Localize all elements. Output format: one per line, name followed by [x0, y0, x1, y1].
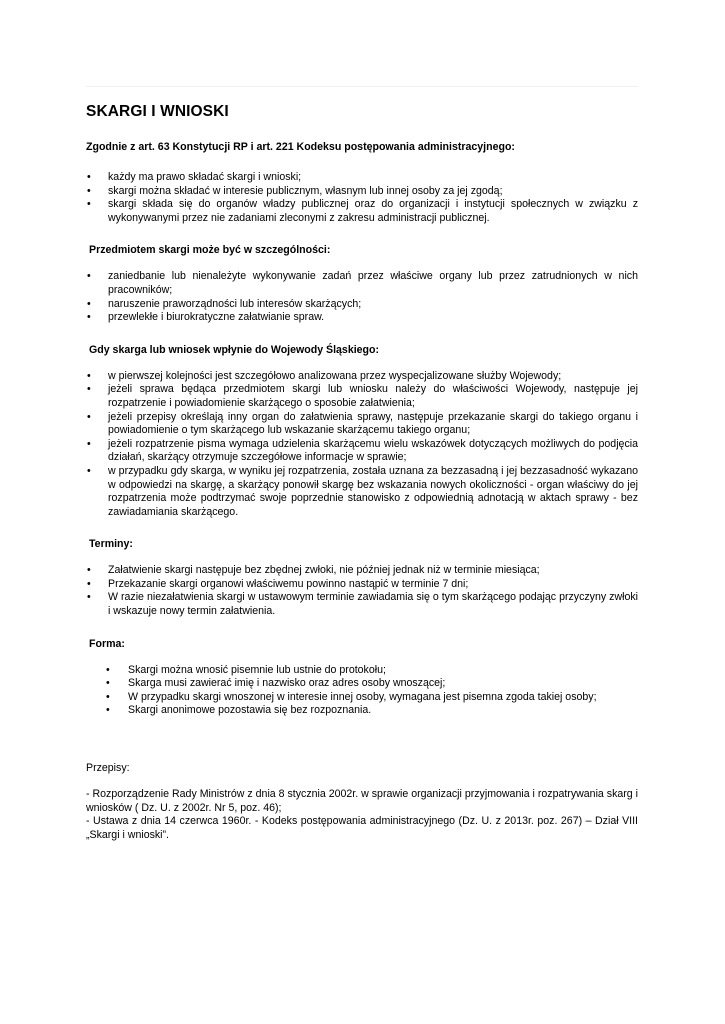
bullet-icon: •: [87, 383, 91, 396]
bullet-icon: •: [87, 464, 91, 477]
regulations-label: Przepisy:: [86, 762, 130, 775]
bullet-icon: •: [87, 270, 91, 283]
bullet-icon: •: [87, 437, 91, 450]
rights-list: [86, 171, 638, 225]
list-item: • zaniedbanie lub nienależyte wykonywanie zadań przez właściwe organy lub przez zatrudnionych w nich pracowników;: [87, 270, 638, 296]
list-item: • skargi składa się do organów władzy publicznej oraz do organizacji i instytucji społecznych w związku z wykonywanymi przez nie zadaniami zleconymi z zakresu administracji publicznej.: [87, 198, 638, 224]
bullet-icon: •: [87, 564, 91, 577]
bullet-icon: •: [106, 663, 110, 676]
document-page: [86, 103, 638, 842]
list-item: • Skarga musi zawierać imię i nazwisko oraz adres osoby wnoszącej;: [106, 677, 446, 690]
list-item: • jeżeli przepisy określają inny organ do załatwienia sprawy, następuje przekazanie skargi do takiego organu i powiadomienie o tym skarżącego lub wskazanie skarżącemu takiego organu;: [87, 410, 638, 437]
list-item: • w przypadku gdy skarga, w wyniku jej rozpatrzenia, została uznana za bezzasadną i jej bezzasadność wykazano w odpowiedzi na skargę, a skarżący ponowił skargę bez wskazania nowych okoliczności - organ właściwy do jej rozpatrzenia może podtrzymać swoje poprzednie stanowisko z odpowiednią adnotacją w aktach sprawy - bez zawiadamiania skarżącego.: [87, 464, 638, 518]
procedure-list: [86, 370, 638, 520]
page-title: SKARGI I WNIOSKI: [86, 103, 229, 120]
list-item: • Skargi można wnosić pisemnie lub ustnie do protokołu;: [106, 663, 386, 676]
regulations-list: [86, 788, 638, 842]
top-divider: [86, 86, 638, 87]
list-item: • jeżeli sprawa będąca przedmiotem skargi lub wniosku należy do właściwości Wojewody, następuje jej rozpatrzenie i powiadomienie skarżącego o sposobie załatwienia;: [87, 383, 638, 409]
bullet-icon: •: [87, 311, 91, 324]
list-item: • naruszenie praworządności lub interesów skarżących;: [87, 297, 362, 310]
bullet-icon: •: [87, 591, 91, 604]
list-item: • Skargi anonimowe pozostawia się bez rozpoznania.: [106, 704, 372, 717]
bullet-icon: •: [106, 704, 110, 717]
bullet-icon: •: [87, 297, 91, 310]
bullet-icon: •: [87, 184, 91, 197]
list-item: • Załatwienie skargi następuje bez zbędnej zwłoki, nie później jednak niż w terminie miesiąca;: [87, 564, 540, 577]
section-heading-procedure: Gdy skarga lub wniosek wpłynie do Wojewody Śląskiego:: [89, 343, 380, 356]
regulation-item: - Ustawa z dnia 14 czerwca 1960r. - Kodeks postępowania administracyjnego (Dz. U. z 2013r. poz. 267) – Dział VIII „Skargi i wnioski”.: [86, 815, 638, 841]
list-item: • przewlekłe i biurokratyczne załatwianie spraw.: [87, 311, 325, 324]
list-item: • W przypadku skargi wnoszonej w interesie innej osoby, wymagana jest pisemna zgoda takiej osoby;: [106, 690, 597, 703]
list-item: • skargi można składać w interesie publicznym, własnym lub innej osoby za jej zgodą;: [87, 184, 503, 197]
section-heading-subject: Przedmiotem skargi może być w szczególności:: [89, 244, 331, 257]
bullet-icon: •: [87, 369, 91, 382]
list-item: • Przekazanie skargi organowi właściwemu powinno nastąpić w terminie 7 dni;: [87, 577, 469, 590]
deadlines-list: [86, 564, 638, 618]
list-item: • jeżeli rozpatrzenie pisma wymaga udzielenia skarżącemu wielu wskazówek dotyczących możliwych do podjęcia działań, skarżący otrzymuje szczegółowe informacje w sprawie;: [87, 437, 638, 464]
bullet-icon: •: [87, 171, 91, 183]
section-heading-form: Forma:: [89, 637, 125, 650]
regulation-item: - Rozporządzenie Rady Ministrów z dnia 8 stycznia 2002r. w sprawie organizacji przyjmowania i rozpatrywania skarg i wniosków ( Dz. U. z 2002r. Nr 5, poz. 46);: [86, 788, 638, 814]
bullet-icon: •: [87, 410, 91, 423]
section-heading-deadlines: Terminy:: [89, 538, 133, 551]
list-item: • w pierwszej kolejności jest szczegółowo analizowana przez wyspecjalizowane służby Wojewody;: [87, 369, 562, 382]
list-item: • każdy ma prawo składać skargi i wnioski;: [87, 171, 302, 183]
form-list: [86, 664, 638, 718]
subject-list: [86, 270, 638, 324]
bullet-icon: •: [87, 198, 91, 211]
list-item: • W razie niezałatwienia skargi w ustawowym terminie zawiadamia się o tym skarżącego podając przyczyny zwłoki i wskazuje nowy termin załatwienia.: [87, 591, 638, 618]
bullet-icon: •: [106, 690, 110, 703]
bullet-icon: •: [106, 677, 110, 690]
bullet-icon: •: [87, 577, 91, 590]
intro-text: Zgodnie z art. 63 Konstytucji RP i art. 221 Kodeksu postępowania administracyjnego:: [86, 141, 515, 153]
